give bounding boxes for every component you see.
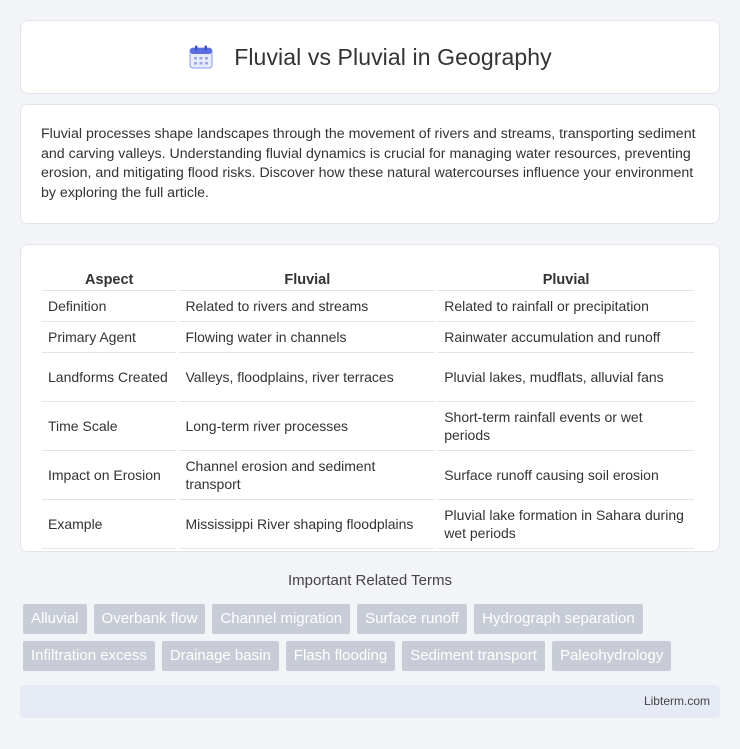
tag-sediment-transport[interactable]: Sediment transport [402,641,545,671]
table-row [42,291,694,322]
table-cell: Short-term rainfall events or wet periods [438,402,694,451]
tag-hydrograph-separation[interactable]: Hydrograph separation [474,604,643,634]
table-cell: Pluvial lake formation in Sahara during wet periods [438,500,694,549]
table-cell: Impact on Erosion [42,451,176,500]
table-cell: Long-term river processes [179,402,435,451]
table-cell: Flowing water in channels [179,322,435,353]
comparison-card [20,244,720,552]
table-cell: Example [42,500,176,549]
page-title: Fluvial vs Pluvial in Geography [234,43,552,70]
header-card [20,20,720,94]
tag-drainage-basin[interactable]: Drainage basin [162,641,279,671]
table-cell: Mississippi River shaping floodplains [179,500,435,549]
table-row [42,353,694,402]
table-row [42,500,694,549]
table-cell: Pluvial lakes, mudflats, alluvial fans [438,353,694,402]
table-header-row [42,265,694,291]
tag-infiltration-excess[interactable]: Infiltration excess [23,641,155,671]
table-cell: Definition [42,291,176,322]
column-header: Pluvial [438,265,694,291]
column-header: Fluvial [179,265,435,291]
table-row [42,402,694,451]
table-cell: Related to rivers and streams [179,291,435,322]
table-cell: Channel erosion and sediment transport [179,451,435,500]
table-row [42,322,694,353]
tag-overbank-flow[interactable]: Overbank flow [94,604,206,634]
footer-link[interactable]: Libterm.com [643,694,710,708]
table-cell: Rainwater accumulation and runoff [438,322,694,353]
tag-channel-migration[interactable]: Channel migration [212,604,350,634]
related-terms-title: Important Related Terms [288,572,452,589]
table-cell: Valleys, floodplains, river terraces [179,353,435,402]
column-header: Aspect [42,265,176,291]
table-row [42,451,694,500]
table-cell: Landforms Created [42,353,176,402]
comparison-table [39,265,697,549]
intro-card [20,104,720,224]
intro-text: Fluvial processes shape landscapes through the movement of rivers and streams, transporting sediment and carving valleys. Understanding fluvial dynamics is crucial for managing water resources, preventing erosion, and mitigating flood risks. Discover how these natural watercourses influence your environment by exploring the full article. [41,126,696,201]
footer [20,685,720,718]
tag-row [23,641,723,671]
tag-alluvial[interactable]: Alluvial [23,604,87,634]
tag-row [23,604,723,634]
table-cell: Surface runoff causing soil erosion [438,451,694,500]
tag-surface-runoff[interactable]: Surface runoff [357,604,467,634]
table-cell: Primary Agent [42,322,176,353]
table-cell: Related to rainfall or precipitation [438,291,694,322]
table-cell: Time Scale [42,402,176,451]
related-terms [23,604,723,678]
tag-flash-flooding[interactable]: Flash flooding [286,641,395,671]
tag-paleohydrology[interactable]: Paleohydrology [552,641,671,671]
calendar-icon [188,44,214,70]
